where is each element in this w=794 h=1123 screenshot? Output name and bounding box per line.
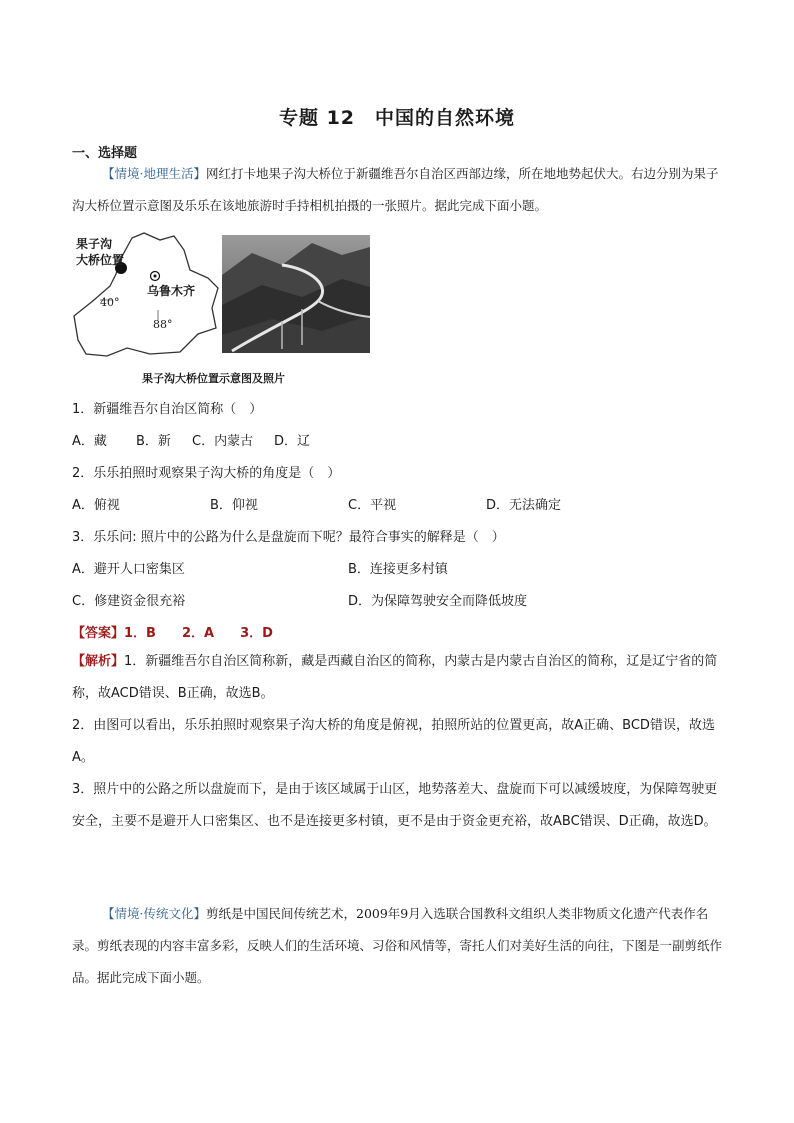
q2-option-d: D．无法确定 [486, 498, 562, 513]
q3-option-a: A．避开人口密集区 [72, 562, 185, 577]
q1-option-d: D．辽 [274, 434, 311, 449]
intro-paragraph-1 [72, 158, 724, 222]
context-tag-2: 【情境·传统文化】 [102, 906, 206, 921]
question-3-stem: 3．乐乐问: 照片中的公路为什么是盘旋而下呢？最符合事实的解释是（ ） [72, 530, 505, 545]
q3-option-c: C．修建资金很充裕 [72, 594, 186, 609]
intro-paragraph-2 [72, 898, 724, 994]
q1-option-a: A．藏 [72, 434, 107, 449]
q2-option-c: C．平视 [348, 498, 397, 513]
analysis-paragraph-2: 2．由图可以看出，乐乐拍照时观察果子沟大桥的角度是俯视，拍照所站的位置更高，故A正确、BCD错误，故选A。 [72, 718, 715, 765]
answer-values: 1．B 2．A 3．D [124, 626, 273, 641]
bridge-label-line2: 大桥位置 [76, 253, 125, 267]
context-tag: 【情境·地理生活】 [102, 166, 206, 181]
figure-caption: 果子沟大桥位置示意图及照片 [142, 372, 285, 385]
q2-option-b: B．仰视 [210, 498, 258, 513]
q3-option-b: B．连接更多村镇 [348, 562, 448, 577]
analysis-text-1: 1．新疆维吾尔自治区简称新，藏是西藏自治区的简称，内蒙古是内蒙古自治区的简称，辽是辽宁省的简称，故ACD错误、B正确，故选B。 [72, 654, 718, 701]
city-label: 乌鲁木齐 [147, 284, 196, 298]
q3-option-d: D．为保障驾驶安全而降低坡度 [348, 594, 528, 609]
question-2-stem: 2．乐乐拍照时观察果子沟大桥的角度是（ ） [72, 466, 341, 481]
answer-label: 【答案】 [72, 626, 125, 641]
analysis-paragraph-3: 3．照片中的公路之所以盘旋而下，是由于该区域属于山区，地势落差大、盘旋而下可以减缓坡度，为保障驾驶更安全，主要不是避开人口密集区、也不是连接更多村镇，更不是由于资金更充裕，故ABC错误、D正确，故选D。 [72, 782, 718, 829]
q1-option-b: B．新 [136, 434, 171, 449]
bridge-photo [222, 235, 370, 353]
analysis-label: 【解析】 [72, 654, 125, 669]
section-heading: 一、选择题 [72, 146, 138, 161]
q2-option-a: A．俯视 [72, 498, 120, 513]
latitude-label: 40° [100, 296, 120, 309]
intro-text-2: 剪纸是中国民间传统艺术，2009年9月入选联合国教科文组织人类非物质文化遗产代表作名录。剪纸表现的内容丰富多彩，反映人们的生活环境、习俗和风情等，寄托人们对美好生活的向往，下图是一副剪纸作品。据此完成下面小题。 [72, 906, 723, 985]
intro-text: 网红打卡地果子沟大桥位于新疆维吾尔自治区西部边缘，所在地地势起伏大。右边分别为果子沟大桥位置示意图及乐乐在该地旅游时手持相机拍摄的一张照片。据此完成下面小题。 [72, 166, 719, 213]
question-1-stem: 1．新疆维吾尔自治区简称（ ） [72, 402, 263, 417]
analysis-paragraph-1 [72, 646, 724, 710]
bridge-label-line1: 果子沟 [76, 237, 113, 251]
city-marker-dot [154, 275, 157, 278]
longitude-label: 88° [153, 318, 173, 331]
answer-line [72, 622, 273, 641]
page-title: 专题 12 中国的自然环境 [278, 107, 516, 129]
figure-map-and-photo [72, 230, 382, 390]
q1-option-c: C．内蒙古 [192, 434, 254, 449]
